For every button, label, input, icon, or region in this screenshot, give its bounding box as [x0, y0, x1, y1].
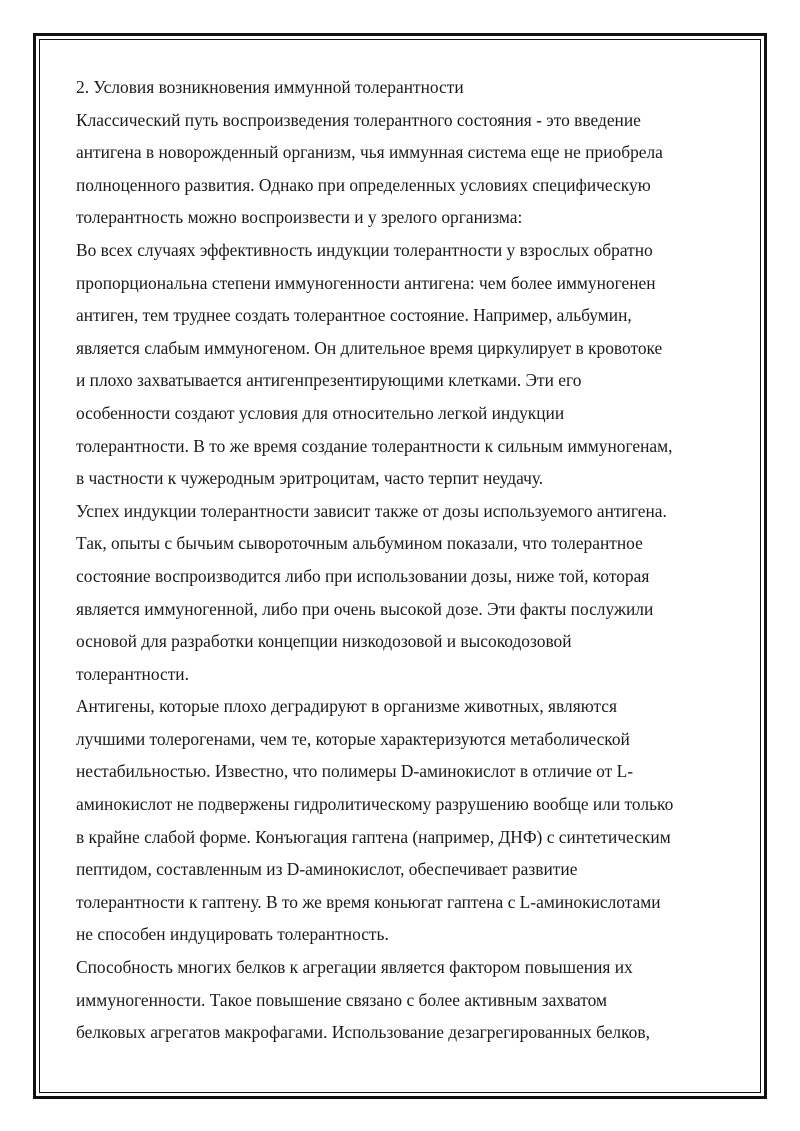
document-body — [76, 71, 726, 1049]
text-line: состояние воспроизводится либо при использовании дозы, ниже той, которая — [76, 565, 650, 586]
text-line: Классический путь воспроизведения толерантного состояния - это введение — [76, 109, 641, 130]
text-line: толерантность можно воспроизвести и у зрелого организма: — [76, 207, 523, 228]
text-line: Успех индукции толерантности зависит также от дозы используемого антигена. — [76, 500, 667, 521]
text-line: не способен индуцировать толерантность. — [76, 924, 389, 945]
text-line: Антигены, которые плохо деградируют в организме животных, являются — [76, 696, 618, 717]
text-line: в крайне слабой форме. Конъюгация гаптена (например, ДНФ) с синтетическим — [76, 826, 671, 847]
text-line: является иммуногенной, либо при очень высокой дозе. Эти факты послужили — [76, 598, 654, 619]
text-line: толерантности к гаптену. В то же время коньюгат гаптена с L-аминокислотами — [76, 891, 661, 912]
text-line: основой для разработки концепции низкодозовой и высокодозовой — [76, 631, 572, 652]
text-line: пептидом, составленным из D-аминокислот, обеспечивает развитие — [76, 859, 578, 880]
text-line: и плохо захватывается антигенпрезентирующими клетками. Эти его — [76, 370, 582, 391]
text-line: аминокислот не подвержены гидролитическому разрушению вообще или только — [76, 794, 674, 815]
text-line: Так, опыты с бычьим сывороточным альбумином показали, что толерантное — [76, 533, 643, 554]
text-line: иммуногенности. Такое повышение связано с более активным захватом — [76, 989, 607, 1010]
text-line: пропорциональна степени иммуногенности антигена: чем более иммуногенен — [76, 272, 656, 293]
text-line: является слабым иммуногеном. Он длительное время циркулирует в кровотоке — [76, 337, 663, 358]
text-line: толерантности. В то же время создание толерантности к сильным иммуногенам, — [76, 435, 673, 456]
text-line: в частности к чужеродным эритроцитам, часто терпит неудачу. — [76, 468, 544, 489]
text-line: полноценного развития. Однако при определенных условиях специфическую — [76, 174, 651, 195]
text-line: белковых агрегатов макрофагами. Использование дезагрегированных белков, — [76, 1022, 650, 1043]
text-line: антиген, тем труднее создать толерантное состояние. Например, альбумин, — [76, 305, 632, 326]
section-heading: 2. Условия возникновения иммунной толерантности — [76, 77, 464, 97]
text-line: Во всех случаях эффективность индукции толерантности у взрослых обратно — [76, 239, 653, 260]
text-line: лучшими толерогенами, чем те, которые характеризуются метаболической — [76, 728, 630, 749]
text-line: особенности создают условия для относительно легкой индукции — [76, 402, 565, 423]
text-line: Способность многих белков к агрегации является фактором повышения их — [76, 957, 633, 978]
text-line: антигена в новорожденный организм, чья иммунная система еще не приобрела — [76, 142, 663, 163]
text-line: нестабильностью. Известно, что полимеры D-аминокислот в отличие от L- — [76, 761, 633, 782]
text-line: толерантности. — [76, 663, 189, 684]
